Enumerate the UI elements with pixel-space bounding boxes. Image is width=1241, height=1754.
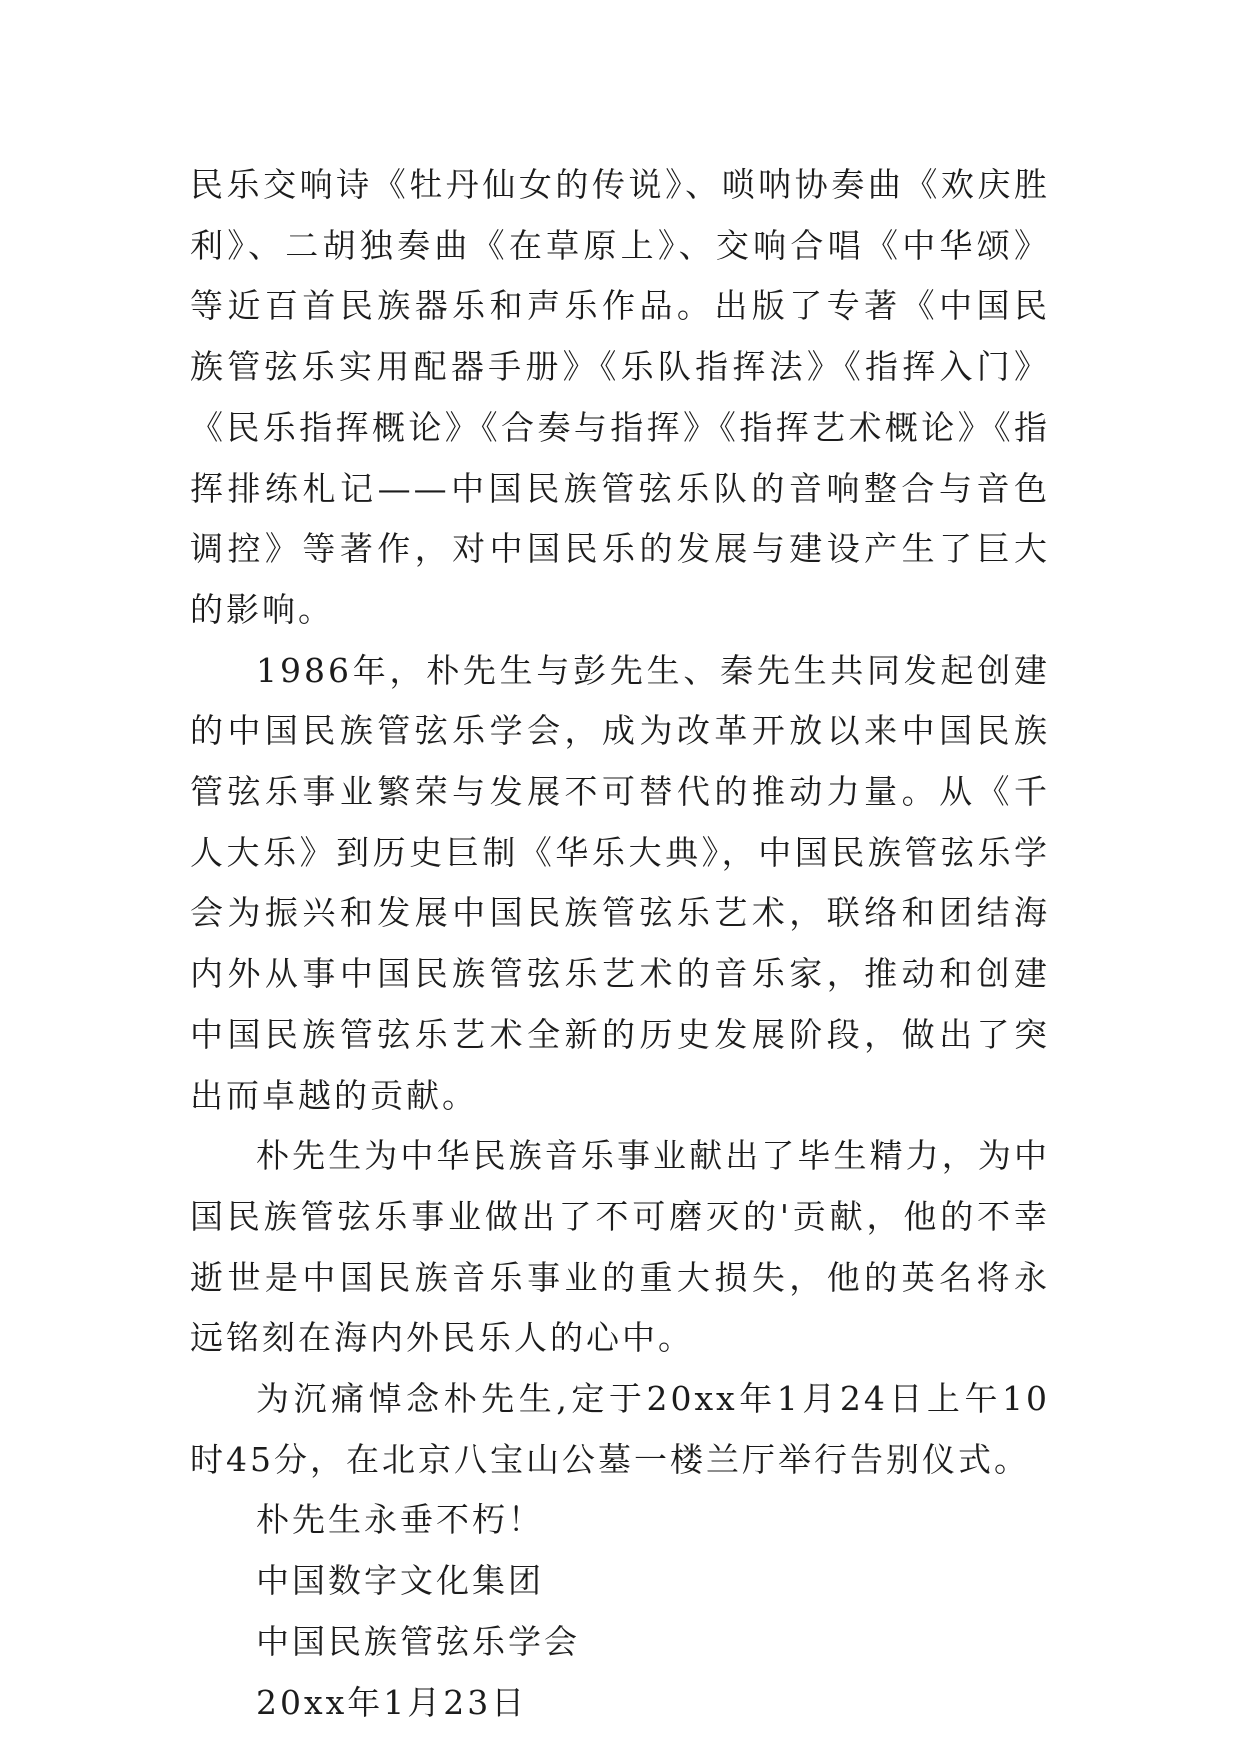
closing-line: 朴先生永垂不朽！ [256,1500,544,1540]
paragraph-works: 民乐交响诗《牡丹仙女的传说》、唢呐协奏曲《欢庆胜利》、二胡独奏曲《在草原上》、交响合唱《中华颂》等近百首民族器乐和声乐作品。出版了专著《中国民族管弦乐实用配器手册》《乐队指挥法》《指挥入门》《民乐指挥概论》《合奏与指挥》《指挥艺术概论》《指挥排练札记——中国民族管弦乐队的音响整合与音色调控》等著作，对中国民乐的发展与建设产生了巨大的影响。 [190,165,1050,629]
paragraph-tribute: 朴先生为中华民族音乐事业献出了毕生精力，为中国民族管弦乐事业做出了不可磨灭的'贡献，他的不幸逝世是中国民族音乐事业的重大损失，他的英名将永远铭刻在海内外民乐人的心中。 [190,1136,1050,1358]
signatory-society: 中国民族管弦乐学会 [256,1621,580,1661]
signatory-group: 中国数字文化集团 [256,1561,544,1601]
paragraph-ceremony: 为沉痛悼念朴先生,定于20xx年1月24日上午10时45分，在北京八宝山公墓一楼兰厅举行告别仪式。 [190,1379,1050,1479]
document-body [190,155,1050,1733]
document-date: 20xx年1月23日 [256,1682,528,1722]
paragraph-society: 1986年，朴先生与彭先生、秦先生共同发起创建的中国民族管弦乐学会，成为改革开放以来中国民族管弦乐事业繁荣与发展不可替代的推动力量。从《千人大乐》到历史巨制《华乐大典》，中国民族管弦乐学会为振兴和发展中国民族管弦乐艺术，联络和团结海内外从事中国民族管弦乐艺术的音乐家，推动和创建中国民族管弦乐艺术全新的历史发展阶段，做出了突出而卓越的贡献。 [190,650,1050,1115]
